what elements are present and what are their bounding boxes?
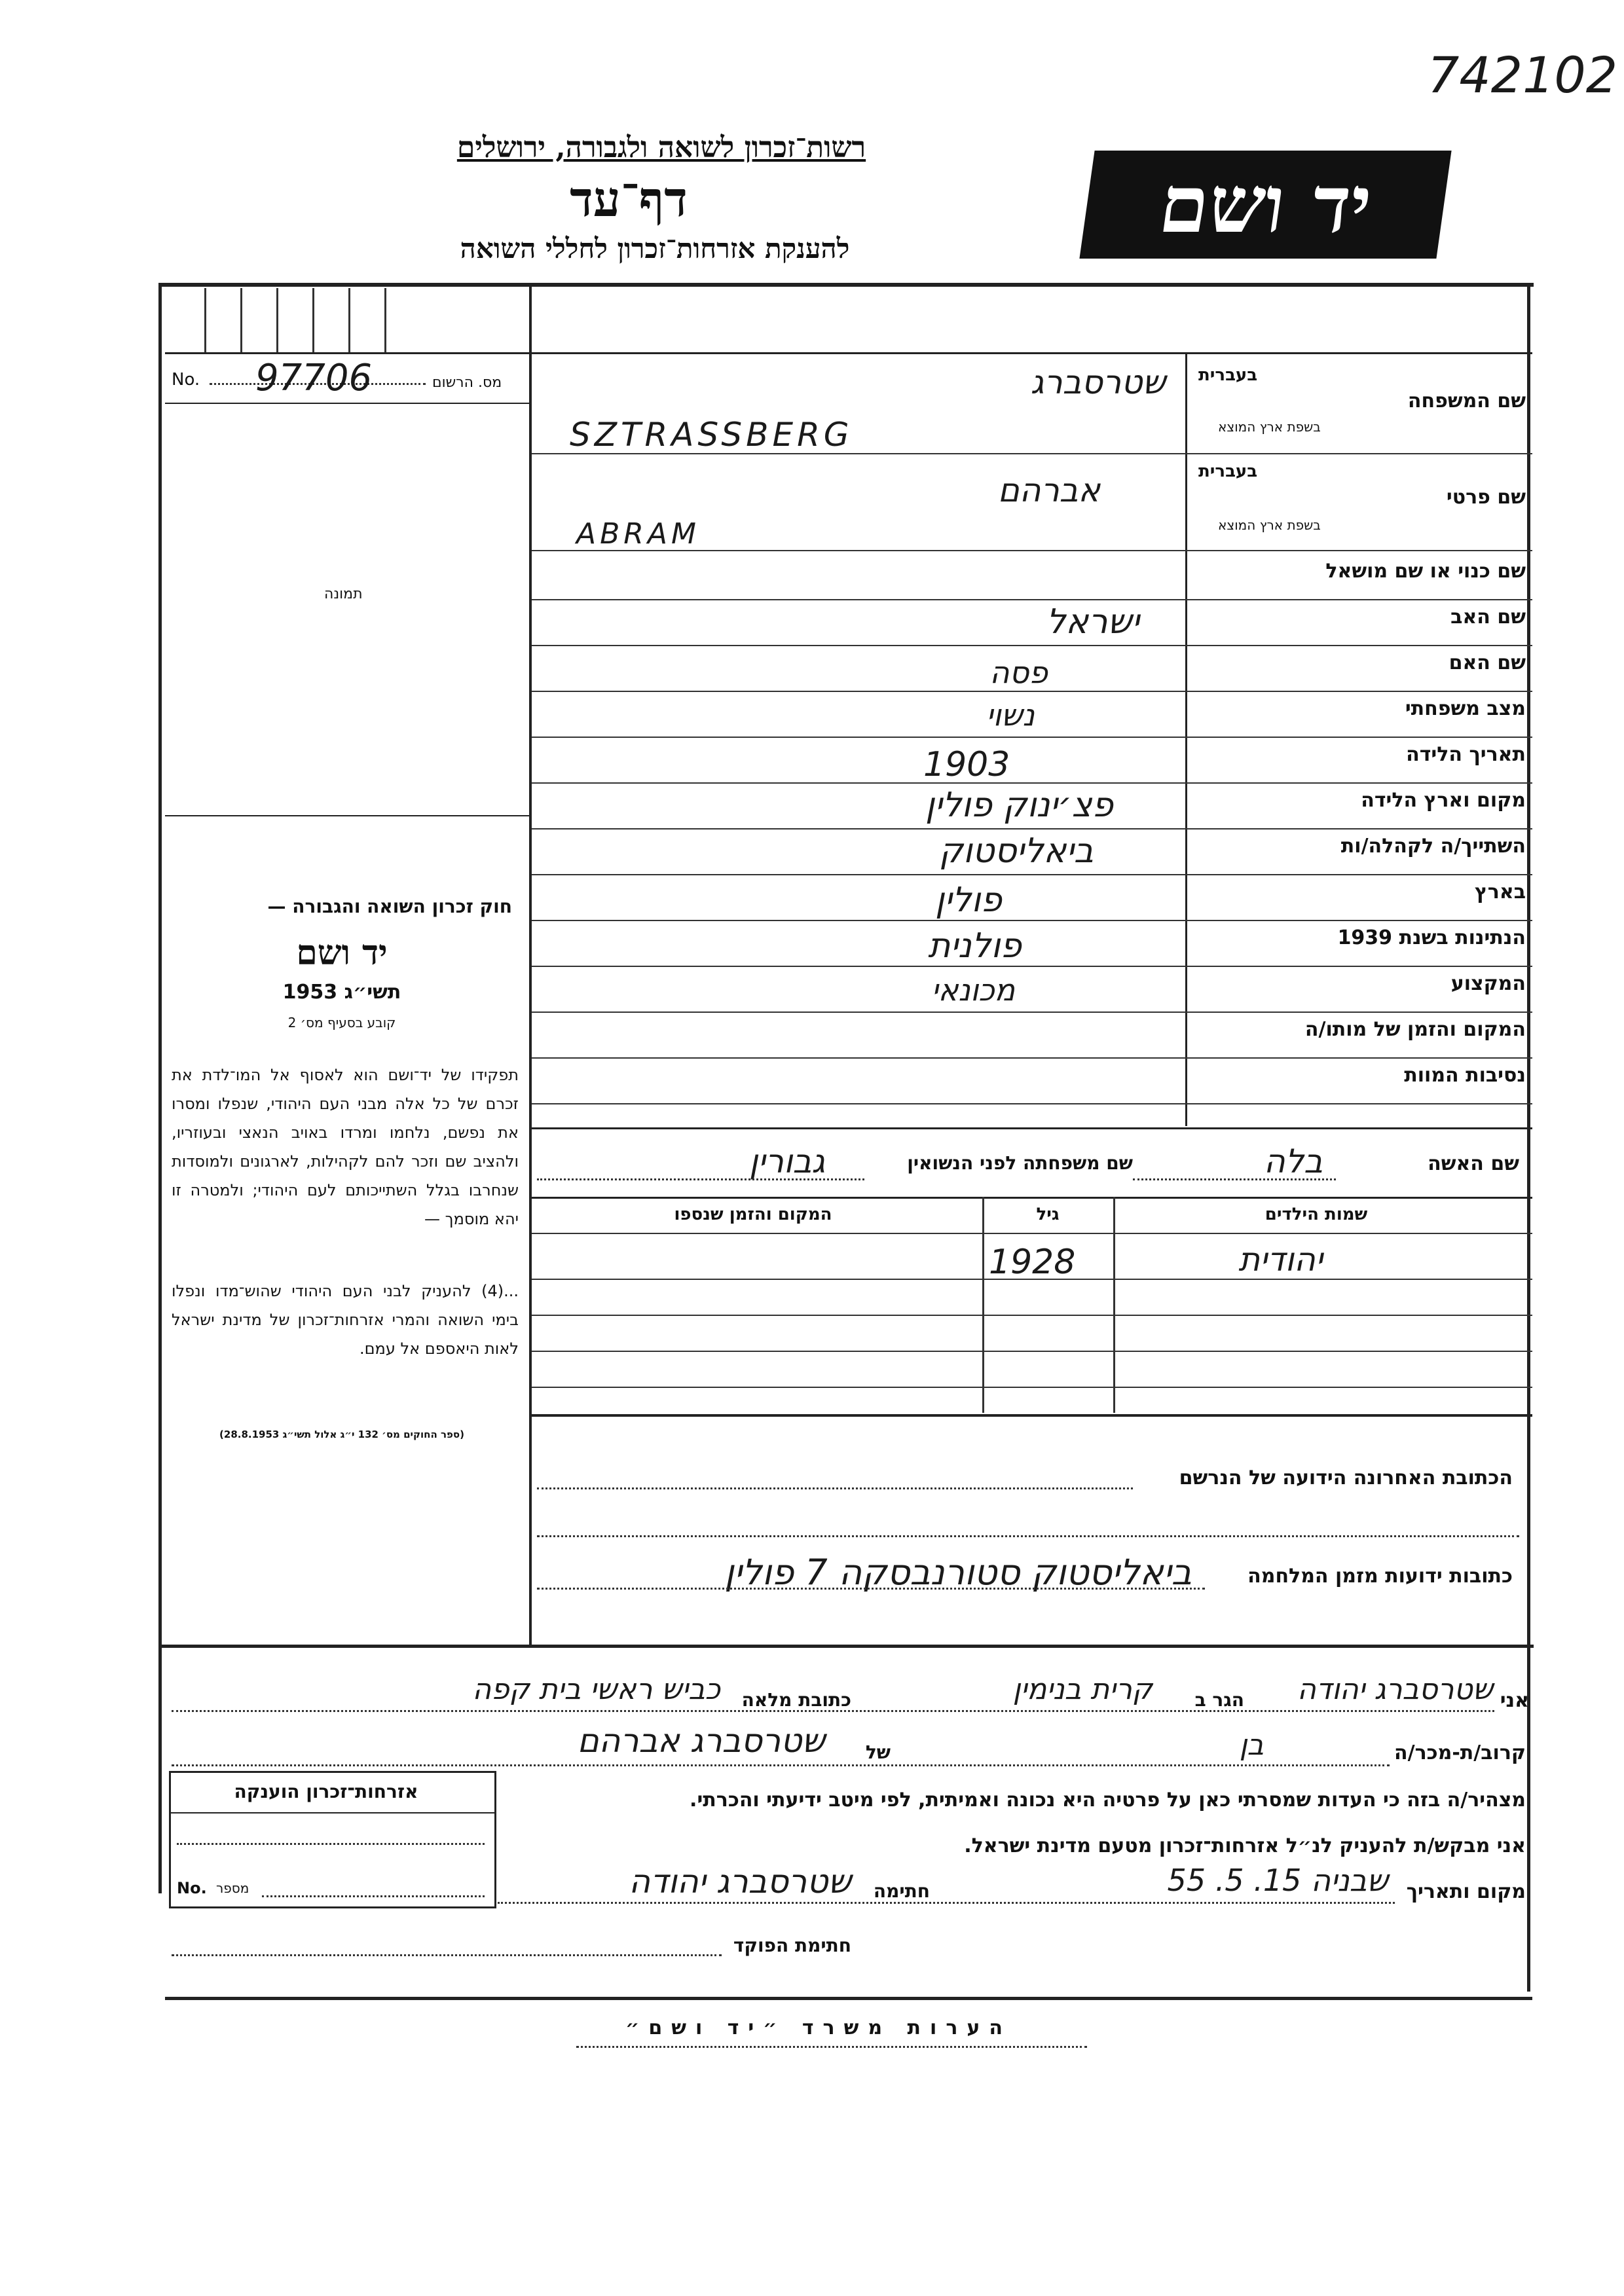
of-value: שטרסברג אברהם <box>577 1722 825 1760</box>
birth-place-value: פצ׳ינוק פולין <box>925 786 1113 825</box>
law-text-1: תפקידו של יד־ושם הוא לאסוף אל המו־לדת את זכרם של כל אלה מבני העם היהודי, שנפלו ומסרו את נפשם, נלחמו ומרדו באויב הנאצי ובעוזריו, ולהציב שם וזכר להם לקהילות, לארגונים ולמוסדות שנחרבו בגלל השתייכותם לעם היהודי; ולמטרה זו יהא מוסמך — <box>172 1066 519 1228</box>
photo-bottom-line <box>165 815 529 816</box>
relation-value: בן <box>1239 1728 1264 1762</box>
child-name: יהודית <box>1238 1241 1323 1279</box>
wife-maiden-label: שם משפחתה לפני הנשואין <box>907 1152 1133 1174</box>
row-line <box>532 599 1532 600</box>
maiden-dots <box>537 1178 864 1180</box>
full-address-label: כתובת מלאה <box>741 1689 851 1711</box>
birth-place-label: מקום וארץ הלידה <box>1361 789 1526 812</box>
first-name-hebrew: אברהם <box>997 471 1100 509</box>
birth-date-value: 1903 <box>923 745 1010 784</box>
wife-name-label: שם האשה <box>1428 1152 1519 1175</box>
law-clause: קובע בסעיף מס׳ 2 <box>287 1015 396 1030</box>
authority-title: רשות־זכרון לשואה ולגבורה, ירושלים <box>456 131 866 164</box>
row-line <box>532 920 1532 921</box>
citizenship-box-dots-2 <box>262 1895 485 1897</box>
section-line <box>532 1127 1532 1129</box>
reg-row-line <box>165 403 529 404</box>
row-line <box>532 1057 1532 1059</box>
reg-number-value: 97706 <box>255 357 373 399</box>
hebrew-label-1: בעברית <box>1198 365 1258 385</box>
frame-top <box>158 283 1534 287</box>
declaration-text: מצהיר/ה בזה כי העדות שמסרתי כאן על פרטיה היא נכונה ואמיתית, לפי מיטב ידיעתי והכרתי. <box>690 1789 1526 1812</box>
wife-maiden-value: גבורין <box>748 1142 825 1180</box>
children-table <box>532 1197 1532 1413</box>
relation-label: קרוב/ת-מכר/ה <box>1394 1741 1526 1764</box>
row-line <box>532 1011 1532 1013</box>
frame-mid-divider <box>158 1645 1534 1648</box>
wife-dots <box>1133 1178 1336 1180</box>
community-label: השתייך/ה לקהלה/ות <box>1340 835 1526 858</box>
row-line <box>532 874 1532 875</box>
first-name-label: שם פרטי <box>1446 486 1526 509</box>
nickname-label: שם כנוי או שם מושאל <box>1325 560 1526 583</box>
place-date-label: מקום ותאריך <box>1406 1880 1526 1903</box>
reg-label: מס. הרשום <box>432 374 502 391</box>
citizenship-box-dots-1 <box>177 1843 485 1845</box>
country-label: בארץ <box>1474 881 1526 903</box>
relation-dots <box>172 1764 1390 1766</box>
profession-label: המקצוע <box>1450 972 1526 995</box>
of-label: של <box>865 1741 891 1763</box>
citizenship-1939-label: הנתינות בשנת 1939 <box>1337 926 1526 949</box>
children-place-header: המקום והזמן שנספו <box>674 1205 832 1224</box>
law-title: חוק זכרון השואה והגבורה — <box>267 896 512 917</box>
page-title: דף־עד <box>570 172 688 228</box>
citizenship-1939-value: פולנית <box>928 926 1022 966</box>
father-label: שם האב <box>1450 606 1526 629</box>
death-circumstances-label: נסיבות המוות <box>1404 1064 1526 1087</box>
header-row-line <box>165 352 1532 354</box>
office-boxes <box>165 288 525 352</box>
law-source: (ספר החוקים מס׳ 132 י״ג אלול תשי״ג 28.8.1953) <box>219 1429 464 1440</box>
row-line <box>532 691 1532 692</box>
col-divider-left <box>529 283 532 1645</box>
frame-bottom <box>165 1997 1532 2000</box>
last-address-dots <box>537 1487 1133 1489</box>
law-text-2: ...(4) להעניק לבני העם היהודי שהוש־מדו ונפלו בימי השואה והמרי אזרחות־זכרון של מדינת ישראל לאות היאספם אל עמם. <box>172 1282 519 1358</box>
archive-number: 742102 <box>1428 46 1618 104</box>
father-value: ישראל <box>1046 602 1139 642</box>
row-line <box>532 782 1532 784</box>
signature-label: חתימה <box>873 1880 930 1902</box>
declarant-city: קרית בנימין <box>1012 1673 1153 1706</box>
community-value: ביאליסטוק <box>938 831 1094 871</box>
reg-no-prefix: No. <box>172 370 200 390</box>
address-dots-2 <box>537 1535 1519 1537</box>
birth-date-label: תאריך הלידה <box>1406 743 1526 766</box>
footer-dots <box>576 2046 1087 2048</box>
family-name-label: שם המשפחה <box>1407 390 1526 412</box>
war-address-dots <box>537 1588 1205 1590</box>
photo-label: תמונה <box>324 586 363 602</box>
declarant-name: שטרסברג יהודה <box>1297 1673 1493 1706</box>
children-age-header: גיל <box>1036 1205 1060 1224</box>
resides-label: הגר ב <box>1194 1689 1244 1711</box>
citizenship-no-label: מספר <box>216 1880 249 1896</box>
first-name-origin: ABRAM <box>576 517 700 551</box>
request-text: אני מבקש/ת להעניק לנ״ל אזרחות־זכרון מטעם מדינת ישראל. <box>964 1834 1526 1857</box>
profession-value: מכונאי <box>931 972 1015 1008</box>
declarant-address: כביש ראשי בית קפה <box>472 1673 720 1706</box>
row-line <box>532 828 1532 829</box>
mother-label: שם האם <box>1449 651 1526 674</box>
family-name-origin: SZTRASSBERG <box>570 416 853 454</box>
marital-value: נשוי <box>986 697 1035 733</box>
death-place-label: המקום והזמן של מותו/ה <box>1304 1018 1526 1041</box>
officer-signature-label: חתימת הפוקד <box>733 1935 851 1956</box>
declarant-ani: אני <box>1500 1689 1529 1712</box>
citizenship-box-title: אזרחות־זכרון הוענקה <box>234 1781 418 1802</box>
officer-dots <box>172 1954 722 1956</box>
family-name-hebrew: שטרסברג <box>1030 363 1166 401</box>
origin-lang-label-1: בשפת ארץ המוצא <box>1218 419 1321 435</box>
row-line <box>532 645 1532 646</box>
frame-left <box>158 283 162 1893</box>
hebrew-label-2: בעברית <box>1198 462 1258 481</box>
row-line <box>532 1103 1532 1104</box>
declarant-signature: שטרסברג יהודה <box>629 1863 851 1901</box>
office-notes-footer: הערות משרד ״יד ושם״ <box>625 2016 1012 2039</box>
marital-label: מצב משפחתי <box>1405 697 1526 720</box>
law-year: תשי״ג 1953 <box>282 981 401 1004</box>
yad-vashem-logo: יד ושם <box>1079 151 1451 259</box>
frame-right <box>1527 283 1530 1992</box>
children-names-header: שמות הילדים <box>1264 1205 1368 1224</box>
declarant-dots <box>172 1710 1494 1712</box>
child-age: 1928 <box>989 1243 1076 1282</box>
row-line <box>532 966 1532 967</box>
place-date-value: שבניה 15. 5. 55 <box>1167 1863 1388 1898</box>
war-address-label: כתובות ידועות מזמן המלחמה <box>1247 1565 1513 1588</box>
citizenship-no-prefix: No. <box>177 1879 207 1897</box>
last-address-label: הכתובת האחרונה הידועה של הנרשם <box>1179 1467 1513 1489</box>
wife-name-value: בלה <box>1264 1142 1323 1180</box>
signature-dots <box>498 1902 1395 1904</box>
page-subtitle: להענקת אזרחות־זכרון לחללי השואה <box>460 232 850 264</box>
mother-value: פסה <box>989 655 1048 690</box>
origin-lang-label-2: בשפת ארץ המוצא <box>1218 517 1321 533</box>
row-line <box>532 737 1532 738</box>
law-name: יד ושם <box>296 933 388 973</box>
address-section-line <box>532 1414 1532 1417</box>
col-divider-labels <box>1185 354 1187 1126</box>
war-address-value: ביאליסטוק סטורנבסקה 7 פולין <box>724 1552 1192 1593</box>
country-value: פולין <box>935 881 1002 920</box>
